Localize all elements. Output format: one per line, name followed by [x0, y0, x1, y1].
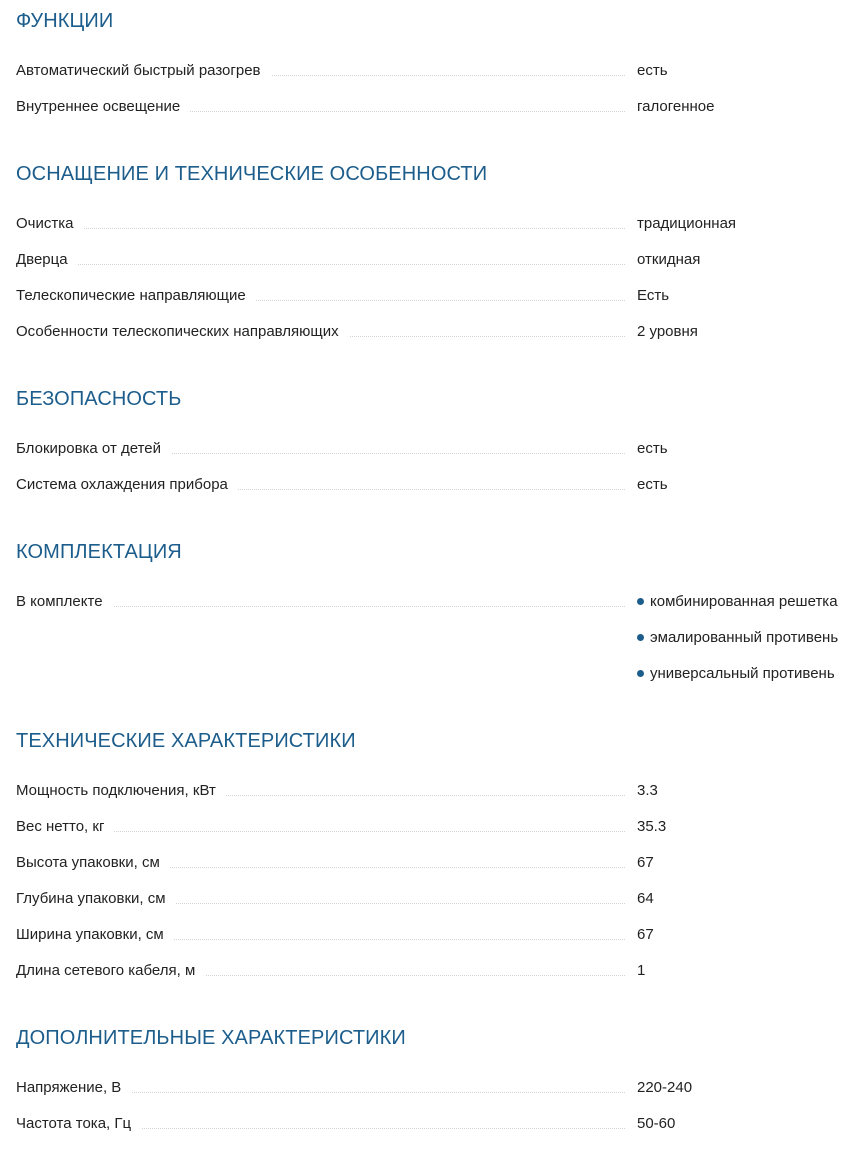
spec-label: Автоматический быстрый разогрев: [16, 60, 271, 82]
dotted-leader: [16, 264, 625, 265]
section-title: КОМПЛЕКТАЦИЯ: [16, 541, 182, 563]
spec-row: [16, 438, 859, 474]
spec-label: Очистка: [16, 213, 83, 235]
spec-value: есть: [637, 440, 668, 457]
spec-list: [16, 213, 859, 357]
spec-value: 64: [637, 890, 654, 907]
spec-row: [16, 816, 859, 852]
spec-value: 67: [637, 926, 654, 943]
section-safety: [16, 387, 859, 510]
spec-row: [16, 924, 859, 960]
spec-row: [16, 249, 859, 285]
spec-value: есть: [637, 476, 668, 493]
section-kit: [16, 540, 859, 682]
spec-list: [16, 591, 859, 682]
spec-value: традиционная: [637, 215, 737, 232]
dotted-leader: [16, 228, 625, 229]
spec-label: Система охлаждения прибора: [16, 474, 238, 496]
spec-value: 67: [637, 854, 654, 871]
spec-label: Телескопические направляющие: [16, 285, 256, 307]
section-title: ФУНКЦИИ: [16, 10, 114, 32]
kit-item-text: универсальный противень: [650, 665, 835, 682]
spec-list: [16, 780, 859, 996]
spec-list: [16, 1077, 859, 1149]
spec-row: [16, 285, 859, 321]
section-title: ТЕХНИЧЕСКИЕ ХАРАКТЕРИСТИКИ: [16, 730, 356, 752]
spec-value: 220-240: [637, 1079, 693, 1096]
bullet-icon: [637, 670, 644, 677]
spec-row: [16, 1113, 859, 1149]
spec-label: Блокировка от детей: [16, 438, 171, 460]
kit-item-text: комбинированная решетка: [650, 593, 838, 610]
spec-label: Внутреннее освещение: [16, 96, 190, 118]
spec-row: [16, 960, 859, 996]
spec-label: Ширина упаковки, см: [16, 924, 174, 946]
spec-label: Глубина упаковки, см: [16, 888, 176, 910]
spec-row: [16, 96, 859, 132]
spec-row: [16, 780, 859, 816]
spec-value: 3.3: [637, 782, 658, 799]
spec-value: 2 уровня: [637, 323, 698, 340]
spec-list: [16, 438, 859, 510]
list-item: [637, 591, 838, 627]
list-item: [637, 627, 838, 663]
spec-label: Вес нетто, кг: [16, 816, 114, 838]
spec-row: [16, 321, 859, 357]
spec-value: 50-60: [637, 1115, 676, 1132]
spec-value: галогенное: [637, 98, 715, 115]
spec-row: [16, 591, 859, 682]
section-additional: [16, 1026, 859, 1149]
section-title: БЕЗОПАСНОСТЬ: [16, 388, 182, 410]
spec-value: есть: [637, 62, 668, 79]
kit-values-list: [637, 591, 838, 699]
spec-label: Мощность подключения, кВт: [16, 780, 226, 802]
section-title: ОСНАЩЕНИЕ И ТЕХНИЧЕСКИЕ ОСОБЕННОСТИ: [16, 163, 488, 185]
spec-row: [16, 60, 859, 96]
section-technical: [16, 729, 859, 996]
spec-row: [16, 852, 859, 888]
spec-row: [16, 213, 859, 249]
spec-label: Частота тока, Гц: [16, 1113, 141, 1135]
spec-label: Высота упаковки, см: [16, 852, 170, 874]
spec-label: Напряжение, В: [16, 1077, 131, 1099]
spec-value: откидная: [637, 251, 701, 268]
spec-label: Длина сетевого кабеля, м: [16, 960, 205, 982]
spec-row: [16, 474, 859, 510]
spec-label: В комплекте: [16, 591, 113, 613]
spec-label: Дверца: [16, 249, 78, 271]
section-functions: [16, 9, 859, 132]
spec-list: [16, 60, 859, 132]
section-equipment: [16, 162, 859, 357]
spec-value: 1: [637, 962, 646, 979]
spec-value: 35.3: [637, 818, 667, 835]
spec-row: [16, 888, 859, 924]
section-title: ДОПОЛНИТЕЛЬНЫЕ ХАРАКТЕРИСТИКИ: [16, 1027, 406, 1049]
spec-label: Особенности телескопических направляющих: [16, 321, 349, 343]
bullet-icon: [637, 598, 644, 605]
spec-row: [16, 1077, 859, 1113]
kit-item-text: эмалированный противень: [650, 629, 839, 646]
bullet-icon: [637, 634, 644, 641]
spec-value: Есть: [637, 287, 670, 304]
list-item: [637, 663, 838, 699]
